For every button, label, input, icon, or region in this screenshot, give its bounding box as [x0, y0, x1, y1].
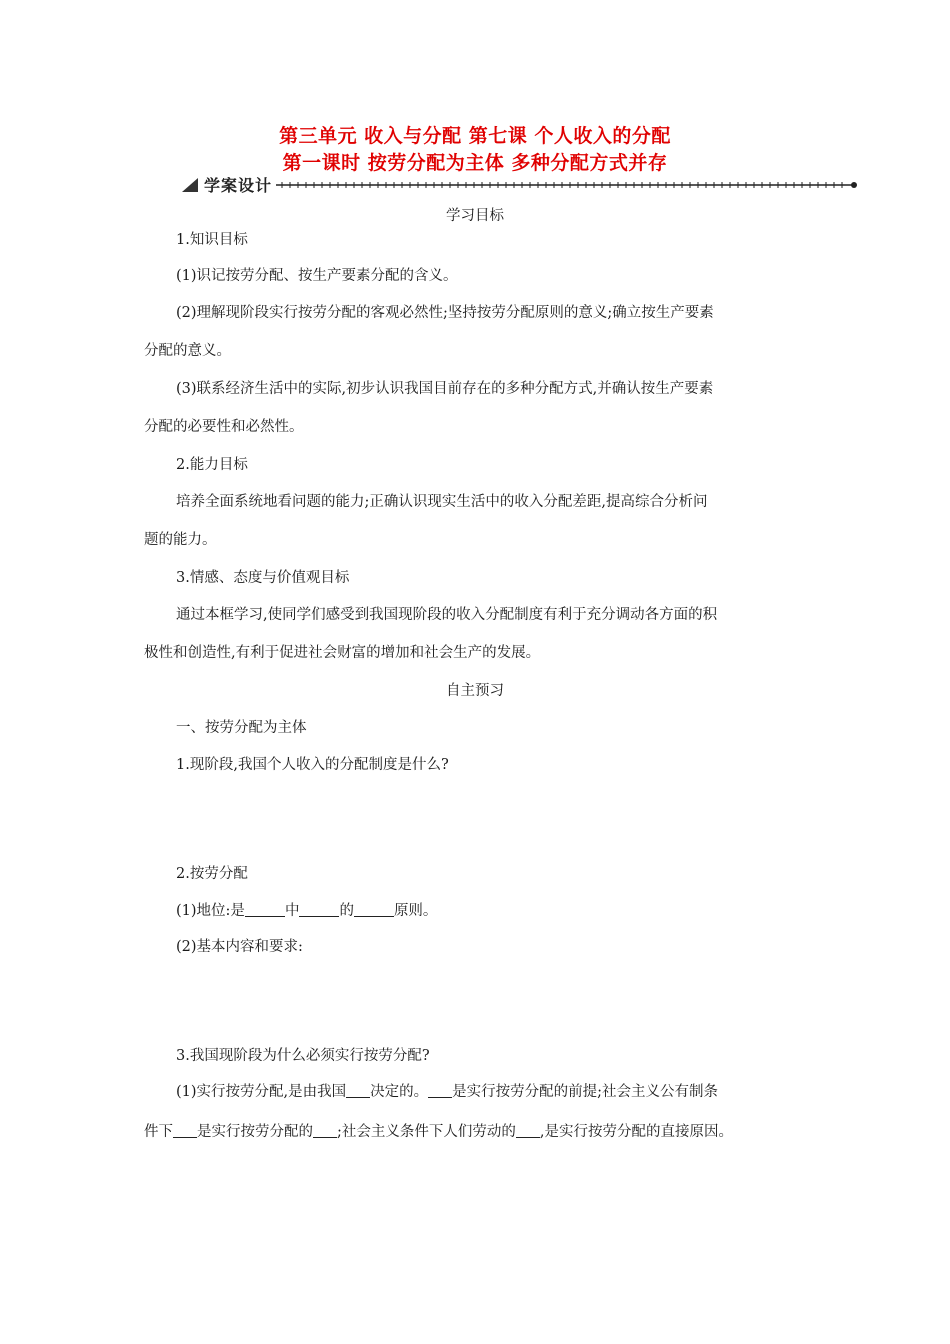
- question-1: 1.现阶段,我国个人收入的分配制度是什么?: [176, 757, 449, 773]
- fill-blank[interactable]: [173, 1123, 197, 1138]
- fill-blank[interactable]: [313, 1123, 337, 1138]
- question-2a: [176, 899, 437, 920]
- goal-1a: (1)识记按劳分配、按生产要素分配的含义。: [176, 268, 458, 284]
- fill-blank[interactable]: [299, 902, 339, 917]
- question-3b-text-4: ,是实行按劳分配的直接原因。: [539, 1124, 733, 1140]
- section-heading-goals: 学习目标: [446, 208, 504, 224]
- section-banner: [178, 172, 860, 196]
- fill-blank[interactable]: [354, 902, 394, 917]
- question-3a-text-3: 是实行按劳分配的前提;社会主义公有制条: [452, 1084, 719, 1100]
- fill-blank[interactable]: [516, 1123, 540, 1138]
- goal-1c-line2: 分配的必要性和必然性。: [144, 419, 304, 435]
- question-2: 2.按劳分配: [176, 866, 248, 882]
- fill-blank[interactable]: [428, 1083, 452, 1098]
- question-2b: (2)基本内容和要求:: [176, 939, 303, 955]
- question-3a-text-2: 决定的。: [370, 1084, 429, 1100]
- question-3b-text-3: ;社会主义条件下人们劳动的: [337, 1124, 516, 1140]
- question-3b: [144, 1120, 733, 1141]
- question-2a-text-4: 原则。: [393, 903, 438, 919]
- title-line-1: 第三单元 收入与分配 第七课 个人收入的分配: [279, 125, 671, 147]
- goal-3-line2: 极性和创造性,有利于促进社会财富的增加和社会生产的发展。: [144, 645, 541, 661]
- goal-1c-line1: (3)联系经济生活中的实际,初步认识我国目前存在的多种分配方式,并确认按生产要素: [176, 381, 714, 397]
- question-2a-text-3: 的: [339, 903, 354, 919]
- goal-1b-line1: (2)理解现阶段实行按劳分配的客观必然性;坚持按劳分配原则的意义;确立按生产要素: [176, 305, 714, 321]
- banner-decoration-icon: [178, 172, 860, 196]
- question-2a-text-2: 中: [284, 903, 300, 919]
- goal-2-heading: 2.能力目标: [176, 457, 248, 473]
- section-heading-preview: 自主预习: [446, 683, 504, 699]
- goal-2-line1: 培养全面系统地看问题的能力;正确认识现实生活中的收入分配差距,提高综合分析问: [176, 494, 708, 510]
- question-3a: [176, 1080, 718, 1101]
- question-2a-text-1: (1)地位:是: [176, 903, 245, 919]
- goal-1-heading: 1.知识目标: [176, 232, 248, 248]
- goal-2-line2: 题的能力。: [144, 532, 217, 548]
- goal-3-heading: 3.情感、态度与价值观目标: [176, 570, 350, 586]
- fill-blank[interactable]: [245, 902, 285, 917]
- title-line-2: 第一课时 按劳分配为主体 多种分配方式并存: [282, 152, 668, 174]
- question-3b-text-2: 是实行按劳分配的: [197, 1124, 313, 1140]
- goal-1b-line2: 分配的意义。: [144, 343, 231, 359]
- question-3b-text-1: 件下: [144, 1124, 173, 1140]
- banner-label: 学案设计: [204, 176, 273, 195]
- preview-part-1: 一、按劳分配为主体: [176, 720, 307, 736]
- question-3: 3.我国现阶段为什么必须实行按劳分配?: [176, 1048, 430, 1064]
- fill-blank[interactable]: [346, 1083, 370, 1098]
- question-3a-text-1: (1)实行按劳分配,是由我国: [176, 1084, 347, 1100]
- goal-3-line1: 通过本框学习,使同学们感受到我国现阶段的收入分配制度有利于充分调动各方面的积: [176, 607, 718, 623]
